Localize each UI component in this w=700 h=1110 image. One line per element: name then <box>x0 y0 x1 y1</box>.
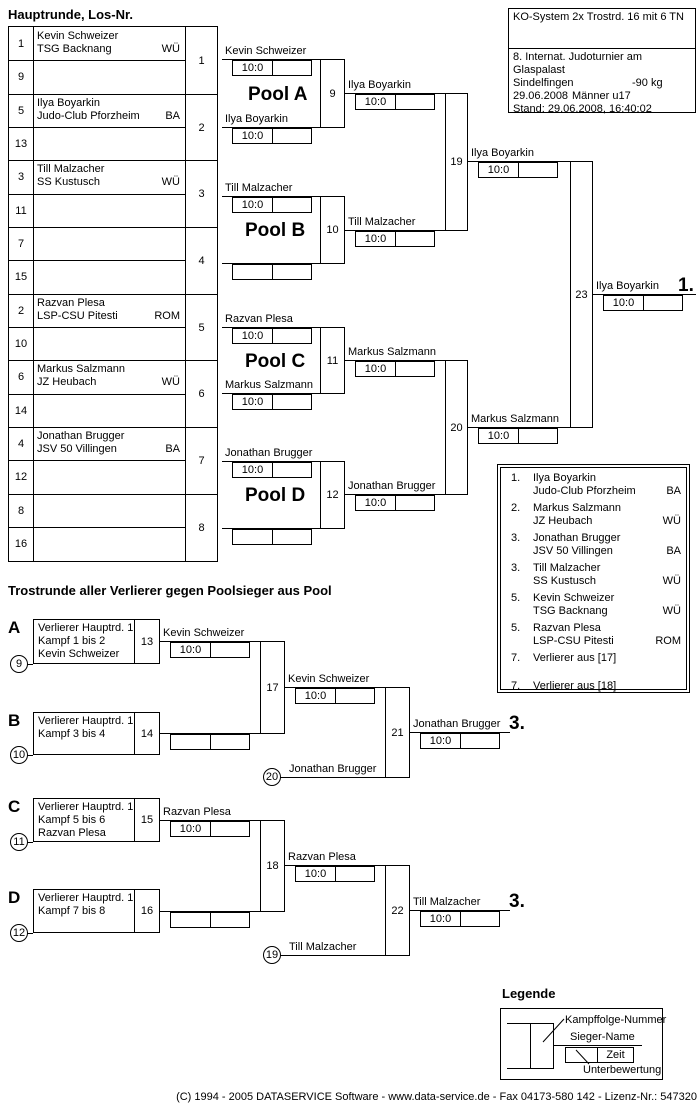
score-value: 10:0 <box>171 643 211 657</box>
competitor-name: Kevin Schweizer <box>288 673 370 685</box>
placement-rank: 3. <box>511 532 521 544</box>
draw-number: 15 <box>14 270 28 283</box>
competitor-name: Ilya Boyarkin <box>596 280 659 292</box>
time-value <box>644 296 682 310</box>
group-c-source-box <box>33 798 160 842</box>
competitor-slot <box>37 97 185 123</box>
competitor-name: Till Malzacher <box>37 163 105 175</box>
match-18-box: 18 <box>260 820 285 912</box>
time-value <box>273 129 311 143</box>
third-place-label: 3. <box>509 713 525 734</box>
circle-pool-winner-9: 9 <box>10 655 28 673</box>
placement-rank: 1. <box>511 472 521 484</box>
score-value: 10:0 <box>233 129 273 143</box>
competitor-name: Razvan Plesa <box>37 297 105 309</box>
weight-class: -90 kg <box>632 77 663 89</box>
score-value: 10:0 <box>356 362 396 376</box>
score-value <box>233 530 273 544</box>
placement-row <box>511 562 681 588</box>
circle-pool-winner-11: 11 <box>10 833 28 851</box>
competitor-club: SS Kustusch <box>533 575 596 587</box>
draw-number: 13 <box>14 137 28 150</box>
score-value: 10:0 <box>171 822 211 836</box>
competitor-name: Jonathan Brugger <box>348 480 436 492</box>
score-value: 10:0 <box>233 61 273 75</box>
match-16-number: 16 <box>134 890 159 932</box>
competitor-region: WÜ <box>161 43 180 55</box>
score-value: 10:0 <box>356 496 396 510</box>
score-value: 10:0 <box>233 463 273 477</box>
match-number: 7 <box>198 454 205 467</box>
competitor-name: Markus Salzmann <box>37 363 126 375</box>
source-line2: Kampf 7 bis 8 <box>38 905 106 917</box>
time-value <box>273 198 311 212</box>
score-value: 10:0 <box>479 163 519 177</box>
time-value <box>273 395 311 409</box>
score-value: 10:0 <box>233 395 273 409</box>
competitor-slot <box>37 163 185 189</box>
placement-row <box>511 622 681 648</box>
match-22-box: 22 <box>385 865 410 956</box>
match-number: 4 <box>198 254 205 267</box>
source-line2: Kampf 5 bis 6 <box>38 814 106 826</box>
stand-timestamp: Stand: 29.06.2008, 16:40:02 <box>513 103 652 115</box>
source-line1: Verlierer Hauptrd. 1 <box>38 892 134 904</box>
competitor-region: ROM <box>154 310 180 322</box>
competitor-name: Ilya Boyarkin <box>348 79 411 91</box>
time-value <box>273 463 311 477</box>
match-23-box: 23 <box>570 161 593 428</box>
first-place-label: 1. <box>678 275 694 296</box>
match-21-box: 21 <box>385 687 410 778</box>
competitor-name: Markus Salzmann <box>533 502 622 514</box>
match-20-box: 20 <box>445 360 468 495</box>
tournament-location: Sindelfingen <box>513 77 574 89</box>
competitor-region: BA <box>666 485 681 497</box>
pool-d-label: Pool D <box>245 485 306 506</box>
competitor-club: LSP-CSU Pitesti <box>37 310 118 322</box>
draw-number: 3 <box>17 170 25 183</box>
source-line1: Verlierer Hauptrd. 1 <box>38 801 134 813</box>
competitor-name: Jonathan Brugger <box>413 718 501 730</box>
time-value <box>211 735 249 749</box>
match-10-box: 10 <box>320 196 345 264</box>
competitor-name: Jonathan Brugger <box>533 532 621 544</box>
competitor-name: Razvan Plesa <box>533 622 601 634</box>
score-value <box>171 735 211 749</box>
time-value <box>211 643 249 657</box>
source-line3: Kevin Schweizer <box>38 648 120 660</box>
score-value <box>233 265 273 279</box>
placement-row <box>511 502 681 528</box>
competitor-name: Till Malzacher <box>289 941 357 953</box>
match-number: 6 <box>198 387 205 400</box>
competitor-name: Markus Salzmann <box>348 346 437 358</box>
competitor-name: Razvan Plesa <box>225 313 293 325</box>
placement-rank: 3. <box>511 562 521 574</box>
match-number: 1 <box>198 54 205 67</box>
draw-number: 8 <box>17 504 25 517</box>
placement-row <box>511 680 681 693</box>
score-value: 10:0 <box>233 329 273 343</box>
competitor-region: WÜ <box>662 575 681 587</box>
score-value: 10:0 <box>356 232 396 246</box>
group-b-letter: B <box>8 711 21 730</box>
placement-row <box>511 532 681 558</box>
seeding-table <box>8 26 218 562</box>
draw-number: 12 <box>14 470 28 483</box>
source-line3: Razvan Plesa <box>38 827 106 839</box>
group-c-letter: C <box>8 797 21 816</box>
match-15-number: 15 <box>134 799 159 841</box>
group-d-letter: D <box>8 888 21 907</box>
competitor-name: Markus Salzmann <box>225 379 314 391</box>
draw-number: 10 <box>14 337 28 350</box>
competitor-name: Ilya Boyarkin <box>225 113 288 125</box>
competitor-slot <box>37 297 185 323</box>
pool-c-label: Pool C <box>245 351 306 372</box>
competitor-region: WÜ <box>161 176 180 188</box>
competitor-name: Razvan Plesa <box>163 806 231 818</box>
score-value: 10:0 <box>296 867 336 881</box>
draw-number: 14 <box>14 404 28 417</box>
draw-number: 2 <box>17 304 25 317</box>
score-value: 10:0 <box>421 912 461 926</box>
circle-pool-winner-19: 19 <box>263 946 281 964</box>
time-value <box>461 912 499 926</box>
time-value <box>396 496 434 510</box>
score-value: 10:0 <box>296 689 336 703</box>
competitor-slot <box>37 363 185 389</box>
competitor-name: Ilya Boyarkin <box>471 147 534 159</box>
time-value <box>211 913 249 927</box>
competitor-club: Judo-Club Pforzheim <box>37 110 140 122</box>
competitor-club: LSP-CSU Pitesti <box>533 635 614 647</box>
match-number: 8 <box>198 521 205 534</box>
competitor-region: BA <box>165 443 180 455</box>
competitor-name: Jonathan Brugger <box>37 430 125 442</box>
source-line2: Kampf 3 bis 4 <box>38 728 106 740</box>
footer-credit: (C) 1994 - 2005 DATASERVICE Software - www.data-service.de - Fax 04173-580 142 - Lizenz-Nr.: 547320 <box>176 1091 697 1103</box>
competitor-name: Kevin Schweizer <box>533 592 615 604</box>
time-value <box>273 265 311 279</box>
competitor-region: WÜ <box>161 376 180 388</box>
placement-row <box>511 592 681 618</box>
time-value <box>273 329 311 343</box>
group-a-letter: A <box>8 618 21 637</box>
match-number: 5 <box>198 321 205 334</box>
pool-a-label: Pool A <box>248 84 308 105</box>
competitor-name: Kevin Schweizer <box>225 45 307 57</box>
match-14-number: 14 <box>134 713 159 754</box>
draw-number: 16 <box>14 537 28 550</box>
competitor-name: Till Malzacher <box>348 216 416 228</box>
competitor-name: Ilya Boyarkin <box>533 472 596 484</box>
competitor-name: Verlierer aus [18] <box>533 680 617 692</box>
competitor-name: Till Malzacher <box>225 182 293 194</box>
competitor-club: SS Kustusch <box>37 176 100 188</box>
competitor-name: Jonathan Brugger <box>289 763 377 775</box>
placement-row <box>511 652 681 665</box>
draw-number: 6 <box>17 370 25 383</box>
competitor-region: BA <box>666 545 681 557</box>
source-line1: Verlierer Hauptrd. 1 <box>38 715 134 727</box>
system-line: KO-System 2x Trostrd. 16 mit 6 TN <box>509 9 695 49</box>
competitor-name: Razvan Plesa <box>288 851 356 863</box>
tournament-date: 29.06.2008 <box>513 90 569 102</box>
time-value <box>519 163 557 177</box>
placement-rank: 5. <box>511 592 521 604</box>
competitor-name: Till Malzacher <box>533 562 601 574</box>
placement-rank: 2. <box>511 502 521 514</box>
time-value <box>519 429 557 443</box>
circle-pool-winner-12: 12 <box>10 924 28 942</box>
placement-list <box>497 464 690 693</box>
draw-number: 9 <box>17 70 25 83</box>
placement-rank: 5. <box>511 622 521 634</box>
placement-rank: 7. <box>511 652 521 664</box>
match-12-box: 12 <box>320 461 345 529</box>
competitor-club: TSG Backnang <box>533 605 608 617</box>
legend-title: Legende <box>502 986 556 1001</box>
circle-pool-winner-10: 10 <box>10 746 28 764</box>
competitor-club: TSG Backnang <box>37 43 112 55</box>
tournament-name: 8. Internat. Judoturnier am Glaspalast <box>513 51 643 76</box>
legend-kampffolge-label: Kampffolge-Nummer <box>565 1014 667 1026</box>
match-19-box: 19 <box>445 93 468 231</box>
time-value <box>396 362 434 376</box>
draw-number: 7 <box>17 237 25 250</box>
group-a-source-box <box>33 619 160 664</box>
time-value <box>336 867 374 881</box>
competitor-name: Verlierer aus [17] <box>533 652 617 664</box>
third-place-label: 3. <box>509 891 525 912</box>
score-value: 10:0 <box>479 429 519 443</box>
main-round-title: Hauptrunde, Los-Nr. <box>8 7 133 22</box>
competitor-club: JZ Heubach <box>533 515 593 527</box>
competitor-club: JZ Heubach <box>37 376 97 388</box>
source-line2: Kampf 1 bis 2 <box>38 635 106 647</box>
competitor-slot <box>37 430 185 456</box>
match-11-box: 11 <box>320 327 345 394</box>
competitor-club: Judo-Club Pforzheim <box>533 485 636 497</box>
match-17-box: 17 <box>260 641 285 734</box>
competitor-name: Kevin Schweizer <box>163 627 245 639</box>
draw-number: 5 <box>17 104 25 117</box>
placement-rank: 7. <box>511 680 521 692</box>
age-category: Männer u17 <box>572 90 631 102</box>
tournament-info-box <box>508 8 696 113</box>
time-value <box>336 689 374 703</box>
competitor-name: Ilya Boyarkin <box>37 97 100 109</box>
competitor-slot <box>37 30 185 56</box>
competitor-club: JSV 50 Villingen <box>533 545 613 557</box>
draw-number: 1 <box>17 37 25 50</box>
score-value: 10:0 <box>233 198 273 212</box>
score-value: 10:0 <box>421 734 461 748</box>
legend-sieger-label: Sieger-Name <box>570 1031 635 1043</box>
competitor-region: WÜ <box>662 605 681 617</box>
time-value <box>273 61 311 75</box>
legend-zeit-cell: Zeit <box>606 1049 625 1061</box>
match-9-box: 9 <box>320 59 345 128</box>
score-value <box>171 913 211 927</box>
circle-pool-winner-20: 20 <box>263 768 281 786</box>
time-value <box>273 530 311 544</box>
time-value <box>211 822 249 836</box>
match-13-number: 13 <box>134 620 159 663</box>
group-b-source-box <box>33 712 160 755</box>
score-value: 10:0 <box>356 95 396 109</box>
competitor-region: BA <box>165 110 180 122</box>
draw-number: 4 <box>17 437 25 450</box>
time-value <box>396 95 434 109</box>
placement-row <box>511 472 681 498</box>
legend-unterbewertung-label: Unterbewertung <box>583 1064 662 1076</box>
competitor-club: JSV 50 Villingen <box>37 443 117 455</box>
time-value <box>396 232 434 246</box>
score-value: 10:0 <box>604 296 644 310</box>
source-line1: Verlierer Hauptrd. 1 <box>38 622 134 634</box>
competitor-region: ROM <box>655 635 681 647</box>
pool-b-label: Pool B <box>245 220 306 241</box>
match-number: 2 <box>198 121 205 134</box>
competitor-name: Markus Salzmann <box>471 413 560 425</box>
match-number: 3 <box>198 187 205 200</box>
competitor-region: WÜ <box>662 515 681 527</box>
competitor-name: Kevin Schweizer <box>37 30 119 42</box>
competitor-name: Till Malzacher <box>413 896 481 908</box>
competitor-name: Jonathan Brugger <box>225 447 313 459</box>
consolation-round-title: Trostrunde aller Verlierer gegen Poolsieger aus Pool <box>8 583 332 598</box>
time-value <box>461 734 499 748</box>
group-d-source-box <box>33 889 160 933</box>
draw-number: 11 <box>15 204 27 217</box>
